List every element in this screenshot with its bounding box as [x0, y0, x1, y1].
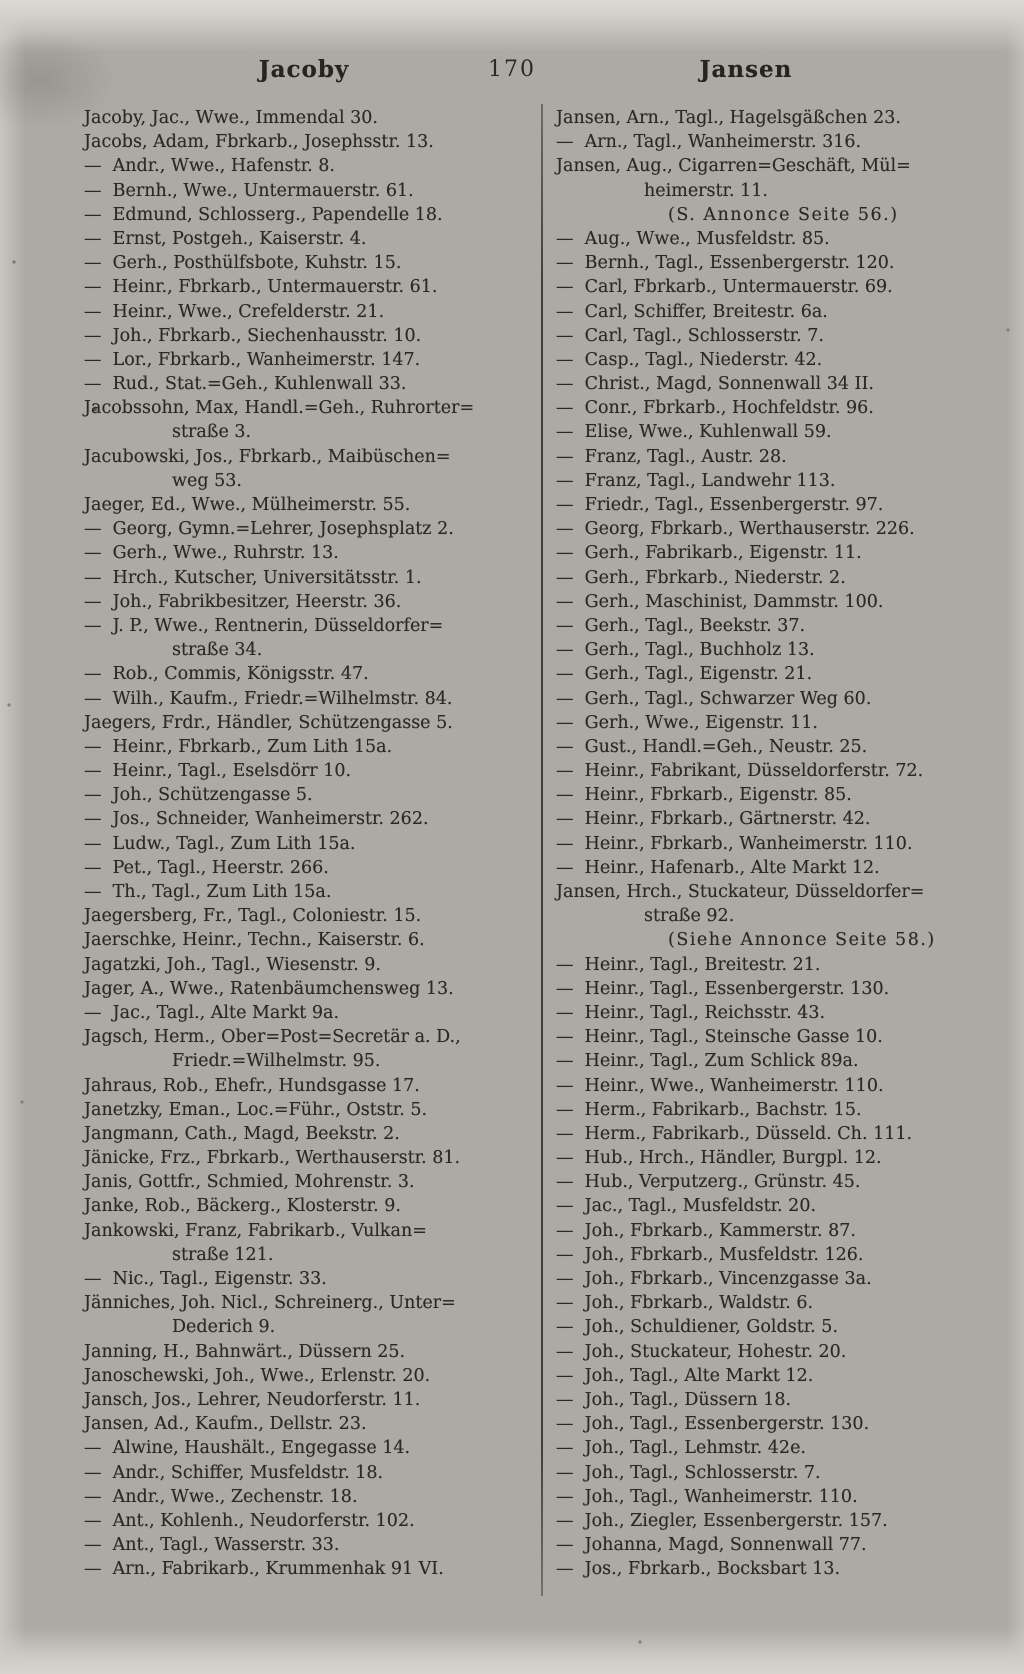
directory-entry-line: Janoschewski, Joh., Wwe., Erlenstr. 20.: [84, 1365, 431, 1386]
directory-entry-line: Jaegers, Frdr., Händler, Schützengasse 5.: [84, 712, 453, 733]
directory-entry-line: — Heinr., Fbrkarb., Eigenstr. 85.: [556, 785, 852, 806]
directory-entry-line: — Carl, Tagl., Schlosserstr. 7.: [556, 325, 824, 346]
directory-entry-line: — Wilh., Kaufm., Friedr.=Wilhelmstr. 84.: [84, 688, 453, 709]
directory-entry-line: heimerstr. 11.: [644, 180, 768, 201]
directory-entry-line: — Gerh., Wwe., Ruhrstr. 13.: [84, 543, 339, 564]
directory-entry-line: Jacobs, Adam, Fbrkarb., Josephsstr. 13.: [84, 132, 434, 153]
directory-entry-line: — Joh., Schuldiener, Goldstr. 5.: [556, 1317, 839, 1338]
directory-entry-line: — Gerh., Tagl., Beekstr. 37.: [556, 615, 806, 636]
directory-entry-line: — Heinr., Tagl., Steinsche Gasse 10.: [556, 1027, 883, 1048]
directory-entry-line: Jangmann, Cath., Magd, Beekstr. 2.: [84, 1123, 400, 1144]
directory-entry-line: — Pet., Tagl., Heerstr. 266.: [84, 857, 329, 878]
directory-entry-line: — Hrch., Kutscher, Universitätsstr. 1.: [84, 567, 422, 588]
directory-entry-line: Jaegersberg, Fr., Tagl., Coloniestr. 15.: [84, 906, 422, 927]
annonce-note: (S. Annonce Seite 56.): [668, 204, 899, 225]
directory-entry-line: Janetzky, Eman., Loc.=Führ., Oststr. 5.: [84, 1099, 428, 1120]
directory-entry-line: straße 3.: [172, 422, 252, 443]
directory-entry-line: — Carl, Fbrkarb., Untermauerstr. 69.: [556, 277, 893, 298]
directory-entry-line: — Rob., Commis, Königsstr. 47.: [84, 664, 369, 685]
directory-entry-line: — Heinr., Tagl., Essenbergerstr. 130.: [556, 978, 890, 999]
directory-entry-line: — Joh., Tagl., Schlosserstr. 7.: [556, 1462, 821, 1483]
directory-entry-line: — Nic., Tagl., Eigenstr. 33.: [84, 1269, 327, 1289]
directory-entry-line: — Heinr., Wwe., Crefelderstr. 21.: [84, 301, 385, 322]
directory-entry-line: Jansen, Hrch., Stuckateur, Düsseldorfer=: [556, 882, 925, 902]
directory-entry-line: Jagatzki, Joh., Tagl., Wiesenstr. 9.: [84, 954, 381, 975]
directory-entry-line: — Heinr., Tagl., Eselsdörr 10.: [84, 761, 352, 782]
directory-entry-line: — Gerh., Maschinist, Dammstr. 100.: [556, 591, 884, 612]
directory-entry-line: Jacobssohn, Max, Handl.=Geh., Ruhrorter=: [84, 398, 475, 419]
directory-entry-line: — Ludw., Tagl., Zum Lith 15a.: [84, 833, 356, 854]
directory-entry-line: — Aug., Wwe., Musfeldstr. 85.: [556, 228, 830, 249]
directory-entry-line: — Joh., Fbrkarb., Kammerstr. 87.: [556, 1220, 856, 1241]
directory-entry-line: — Joh., Tagl., Wanheimerstr. 110.: [556, 1486, 858, 1507]
directory-entry-line: — Joh., Tagl., Lehmstr. 42e.: [556, 1438, 806, 1459]
directory-entry-line: Jänicke, Frz., Fbrkarb., Werthauserstr. 81.: [84, 1148, 461, 1169]
directory-entry-line: Jansen, Arn., Tagl., Hagelsgäßchen 23.: [556, 108, 901, 128]
directory-entry-line: Jahraus, Rob., Ehefr., Hundsgasse 17.: [84, 1075, 420, 1096]
directory-entry-line: — Joh., Fbrkarb., Musfeldstr. 126.: [556, 1244, 864, 1265]
directory-entry-line: — Bernh., Tagl., Essenbergerstr. 120.: [556, 253, 895, 274]
directory-entry-line: — Heinr., Fbrkarb., Gärtnerstr. 42.: [556, 809, 871, 830]
directory-entry-line: — Johanna, Magd, Sonnenwall 77.: [556, 1535, 867, 1556]
directory-entry-line: weg 53.: [172, 470, 242, 491]
directory-entry-line: Janis, Gottfr., Schmied, Mohrenstr. 3.: [84, 1172, 415, 1193]
directory-entry-line: — Rud., Stat.=Geh., Kuhlenwall 33.: [84, 374, 407, 395]
directory-entry-line: Jansch, Jos., Lehrer, Neudorferstr. 11.: [84, 1389, 421, 1410]
directory-entry-line: — Joh., Schützengasse 5.: [84, 785, 313, 806]
directory-entry-line: — Hub., Hrch., Händler, Burgpl. 12.: [556, 1148, 882, 1169]
directory-entry-line: — Elise, Wwe., Kuhlenwall 59.: [556, 422, 832, 443]
directory-entry-line: Janke, Rob., Bäckerg., Klosterstr. 9.: [84, 1196, 401, 1217]
directory-entry-line: Jaeger, Ed., Wwe., Mülheimerstr. 55.: [84, 495, 411, 515]
column-left: [84, 106, 530, 1581]
directory-entry-line: — Heinr., Tagl., Breitestr. 21.: [556, 954, 821, 975]
directory-entry-line: — Lor., Fbrkarb., Wanheimerstr. 147.: [84, 349, 421, 370]
directory-entry-line: straße 34.: [172, 640, 263, 661]
column-divider: [541, 104, 543, 1596]
directory-entry-line: Jansen, Ad., Kaufm., Dellstr. 23.: [84, 1414, 367, 1435]
directory-entry-line: — Casp., Tagl., Niederstr. 42.: [556, 349, 823, 370]
directory-entry-line: — Th., Tagl., Zum Lith 15a.: [84, 882, 332, 902]
directory-entry-line: — Georg, Fbrkarb., Werthauserstr. 226.: [556, 519, 915, 540]
directory-entry-line: — Ernst, Postgeh., Kaiserstr. 4.: [84, 228, 367, 249]
annonce-note: (Siehe Annonce Seite 58.): [668, 930, 936, 951]
directory-entry-line: — Gerh., Fabrikarb., Eigenstr. 11.: [556, 543, 862, 564]
directory-entry-line: — Heinr., Fabrikant, Düsseldorferstr. 72.: [556, 761, 924, 782]
directory-entry-line: — Franz, Tagl., Austr. 28.: [556, 446, 787, 467]
directory-entry-line: Jager, A., Wwe., Ratenbäumchensweg 13.: [84, 978, 454, 999]
directory-entry-line: — Gerh., Wwe., Eigenstr. 11.: [556, 712, 818, 733]
directory-entry-line: straße 121.: [172, 1244, 274, 1265]
directory-entry-line: straße 92.: [644, 906, 735, 927]
directory-entry-line: — Gerh., Tagl., Buchholz 13.: [556, 640, 815, 661]
header-keyword-left: Jacoby: [258, 56, 350, 83]
directory-entry-line: — Friedr., Tagl., Essenbergerstr. 97.: [556, 495, 884, 515]
header-keyword-right: Jansen: [699, 56, 793, 83]
directory-entry-line: — Herm., Fabrikarb., Bachstr. 15.: [556, 1099, 862, 1120]
directory-entry-line: — Jos., Fbrkarb., Bocksbart 13.: [556, 1559, 841, 1580]
directory-entry-line: — Gust., Handl.=Geh., Neustr. 25.: [556, 736, 868, 757]
directory-entry-line: Jagsch, Herm., Ober=Post=Secretär a. D.,: [84, 1027, 461, 1048]
directory-entry-line: — Andr., Schiffer, Musfeldstr. 18.: [84, 1462, 384, 1483]
page-number: 170: [488, 57, 536, 82]
directory-entry-line: Jacoby, Jac., Wwe., Immendal 30.: [84, 108, 378, 128]
directory-entry-line: — Gerh., Posthülfsbote, Kuhstr. 15.: [84, 253, 402, 274]
directory-entry-line: — Heinr., Hafenarb., Alte Markt 12.: [556, 857, 880, 878]
directory-entry-line: — Gerh., Tagl., Eigenstr. 21.: [556, 664, 813, 685]
directory-entry-line: Jänniches, Joh. Nicl., Schreinerg., Unter=: [84, 1293, 456, 1314]
directory-entry-line: — Joh., Fbrkarb., Waldstr. 6.: [556, 1293, 814, 1314]
directory-entry-line: — Joh., Ziegler, Essenbergerstr. 157.: [556, 1510, 888, 1531]
directory-entry-line: — Joh., Fbrkarb., Siechenhausstr. 10.: [84, 325, 422, 346]
directory-entry-line: — Herm., Fabrikarb., Düsseld. Ch. 111.: [556, 1123, 913, 1144]
directory-entry-line: — Jos., Schneider, Wanheimerstr. 262.: [84, 809, 429, 830]
directory-entry-line: — Edmund, Schlosserg., Papendelle 18.: [84, 204, 443, 225]
directory-entry-line: — Franz, Tagl., Landwehr 113.: [556, 470, 836, 491]
directory-entry-line: — Heinr., Fbrkarb., Untermauerstr. 61.: [84, 277, 438, 298]
directory-entry-line: Jansen, Aug., Cigarren=Geschäft, Mül=: [556, 156, 911, 177]
directory-entry-line: — Joh., Tagl., Essenbergerstr. 130.: [556, 1414, 870, 1435]
directory-entry-line: — Andr., Wwe., Zechenstr. 18.: [84, 1486, 358, 1507]
directory-entry-line: — Arn., Fabrikarb., Krummenhak 91 VI.: [84, 1559, 444, 1580]
directory-entry-line: Jaerschke, Heinr., Techn., Kaiserstr. 6.: [84, 930, 425, 951]
directory-entry-line: — Gerh., Tagl., Schwarzer Weg 60.: [556, 688, 872, 709]
directory-entry-line: — Jac., Tagl., Musfeldstr. 20.: [556, 1196, 817, 1217]
directory-entry-line: — Hub., Verputzerg., Grünstr. 45.: [556, 1172, 861, 1193]
directory-entry-line: — Conr., Fbrkarb., Hochfeldstr. 96.: [556, 398, 874, 419]
directory-entry-line: — Andr., Wwe., Hafenstr. 8.: [84, 156, 335, 177]
directory-entry-line: — J. P., Wwe., Rentnerin, Düsseldorfer=: [84, 615, 444, 636]
directory-entry-line: — Christ., Magd, Sonnenwall 34 II.: [556, 374, 874, 395]
directory-entry-line: — Gerh., Fbrkarb., Niederstr. 2.: [556, 567, 846, 588]
directory-entry-line: Friedr.=Wilhelmstr. 95.: [172, 1051, 381, 1072]
directory-entry-line: — Joh., Fbrkarb., Vincenzgasse 3a.: [556, 1269, 872, 1289]
directory-entry-line: — Joh., Fabrikbesitzer, Heerstr. 36.: [84, 591, 402, 612]
directory-entry-line: — Joh., Tagl., Düssern 18.: [556, 1389, 792, 1410]
directory-entry-line: — Heinr., Fbrkarb., Wanheimerstr. 110.: [556, 833, 913, 854]
directory-entry-line: Jankowski, Franz, Fabrikarb., Vulkan=: [84, 1220, 427, 1241]
directory-entry-line: — Bernh., Wwe., Untermauerstr. 61.: [84, 180, 414, 201]
directory-entry-line: — Heinr., Tagl., Zum Schlick 89a.: [556, 1051, 859, 1072]
directory-entry-line: — Carl, Schiffer, Breitestr. 6a.: [556, 301, 828, 322]
directory-entry-line: — Georg, Gymn.=Lehrer, Josephsplatz 2.: [84, 519, 454, 540]
directory-entry-line: — Joh., Tagl., Alte Markt 12.: [556, 1365, 814, 1386]
directory-entry-line: Dederich 9.: [172, 1317, 276, 1338]
directory-entry-line: — Ant., Tagl., Wasserstr. 33.: [84, 1535, 340, 1556]
directory-entry-line: Janning, H., Bahnwärt., Düssern 25.: [84, 1341, 406, 1362]
directory-entry-line: — Heinr., Fbrkarb., Zum Lith 15a.: [84, 736, 393, 757]
directory-entry-line: — Arn., Tagl., Wanheimerstr. 316.: [556, 132, 862, 153]
directory-entry-line: — Alwine, Haushält., Engegasse 14.: [84, 1438, 411, 1459]
directory-entry-line: Jacubowski, Jos., Fbrkarb., Maibüschen=: [84, 446, 451, 467]
directory-entry-line: — Ant., Kohlenh., Neudorferstr. 102.: [84, 1510, 415, 1531]
directory-entry-line: — Joh., Stuckateur, Hohestr. 20.: [556, 1341, 847, 1362]
directory-entry-line: — Heinr., Wwe., Wanheimerstr. 110.: [556, 1075, 884, 1096]
column-right: [556, 106, 992, 1581]
directory-entry-line: — Heinr., Tagl., Reichsstr. 43.: [556, 1002, 826, 1023]
directory-entry-line: — Jac., Tagl., Alte Markt 9a.: [84, 1002, 340, 1023]
